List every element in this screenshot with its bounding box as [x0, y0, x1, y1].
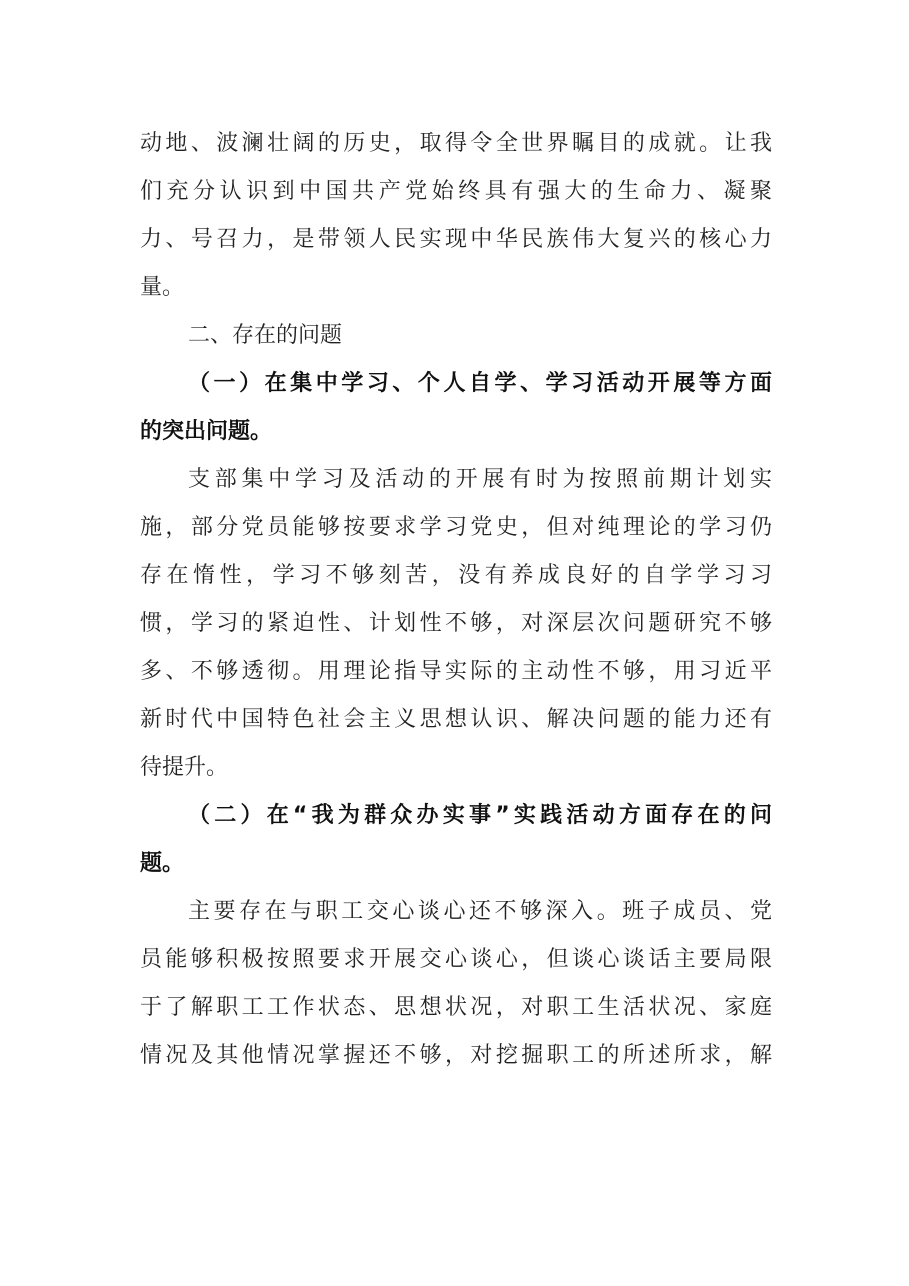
- paragraph-line: 量。: [140, 275, 185, 300]
- subsection-heading: （二）在“我为群众办实事”实践活动方面存在的问: [188, 803, 772, 828]
- paragraph-line: 待提升。: [140, 755, 229, 780]
- paragraph-line: 多、不够透彻。用理论指导实际的主动性不够，用习近平: [140, 659, 772, 684]
- paragraph-line: 新时代中国特色社会主义思想认识、解决问题的能力还有: [140, 707, 772, 732]
- subsection-heading: 题。: [140, 851, 185, 876]
- subsection-heading: 的突出问题。: [140, 419, 273, 444]
- paragraph-line: 惯，学习的紧迫性、计划性不够，对深层次问题研究不够: [140, 611, 772, 636]
- paragraph-line: 们充分认识到中国共产党始终具有强大的生命力、凝聚: [140, 179, 772, 204]
- paragraph-line: 情况及其他情况掌握还不够，对挖掘职工的所述所求，解: [140, 1043, 772, 1068]
- section-heading: 二、存在的问题: [188, 323, 343, 348]
- paragraph-line: 存在惰性，学习不够刻苦，没有养成良好的自学学习习: [140, 563, 772, 588]
- paragraph-line: 支部集中学习及活动的开展有时为按照前期计划实: [188, 467, 772, 492]
- paragraph-line: 力、号召力，是带领人民实现中华民族伟大复兴的核心力: [140, 227, 772, 252]
- paragraph-line: 施，部分党员能够按要求学习党史，但对纯理论的学习仍: [140, 515, 772, 540]
- subsection-heading: （一）在集中学习、个人自学、学习活动开展等方面: [188, 371, 772, 396]
- paragraph-line: 主要存在与职工交心谈心还不够深入。班子成员、党: [188, 899, 772, 924]
- paragraph-line: 员能够积极按照要求开展交心谈心，但谈心谈话主要局限: [140, 947, 772, 972]
- paragraph-line: 动地、波澜壮阔的历史，取得令全世界瞩目的成就。让我: [140, 131, 772, 156]
- paragraph-line: 于了解职工工作状态、思想状况，对职工生活状况、家庭: [140, 995, 772, 1020]
